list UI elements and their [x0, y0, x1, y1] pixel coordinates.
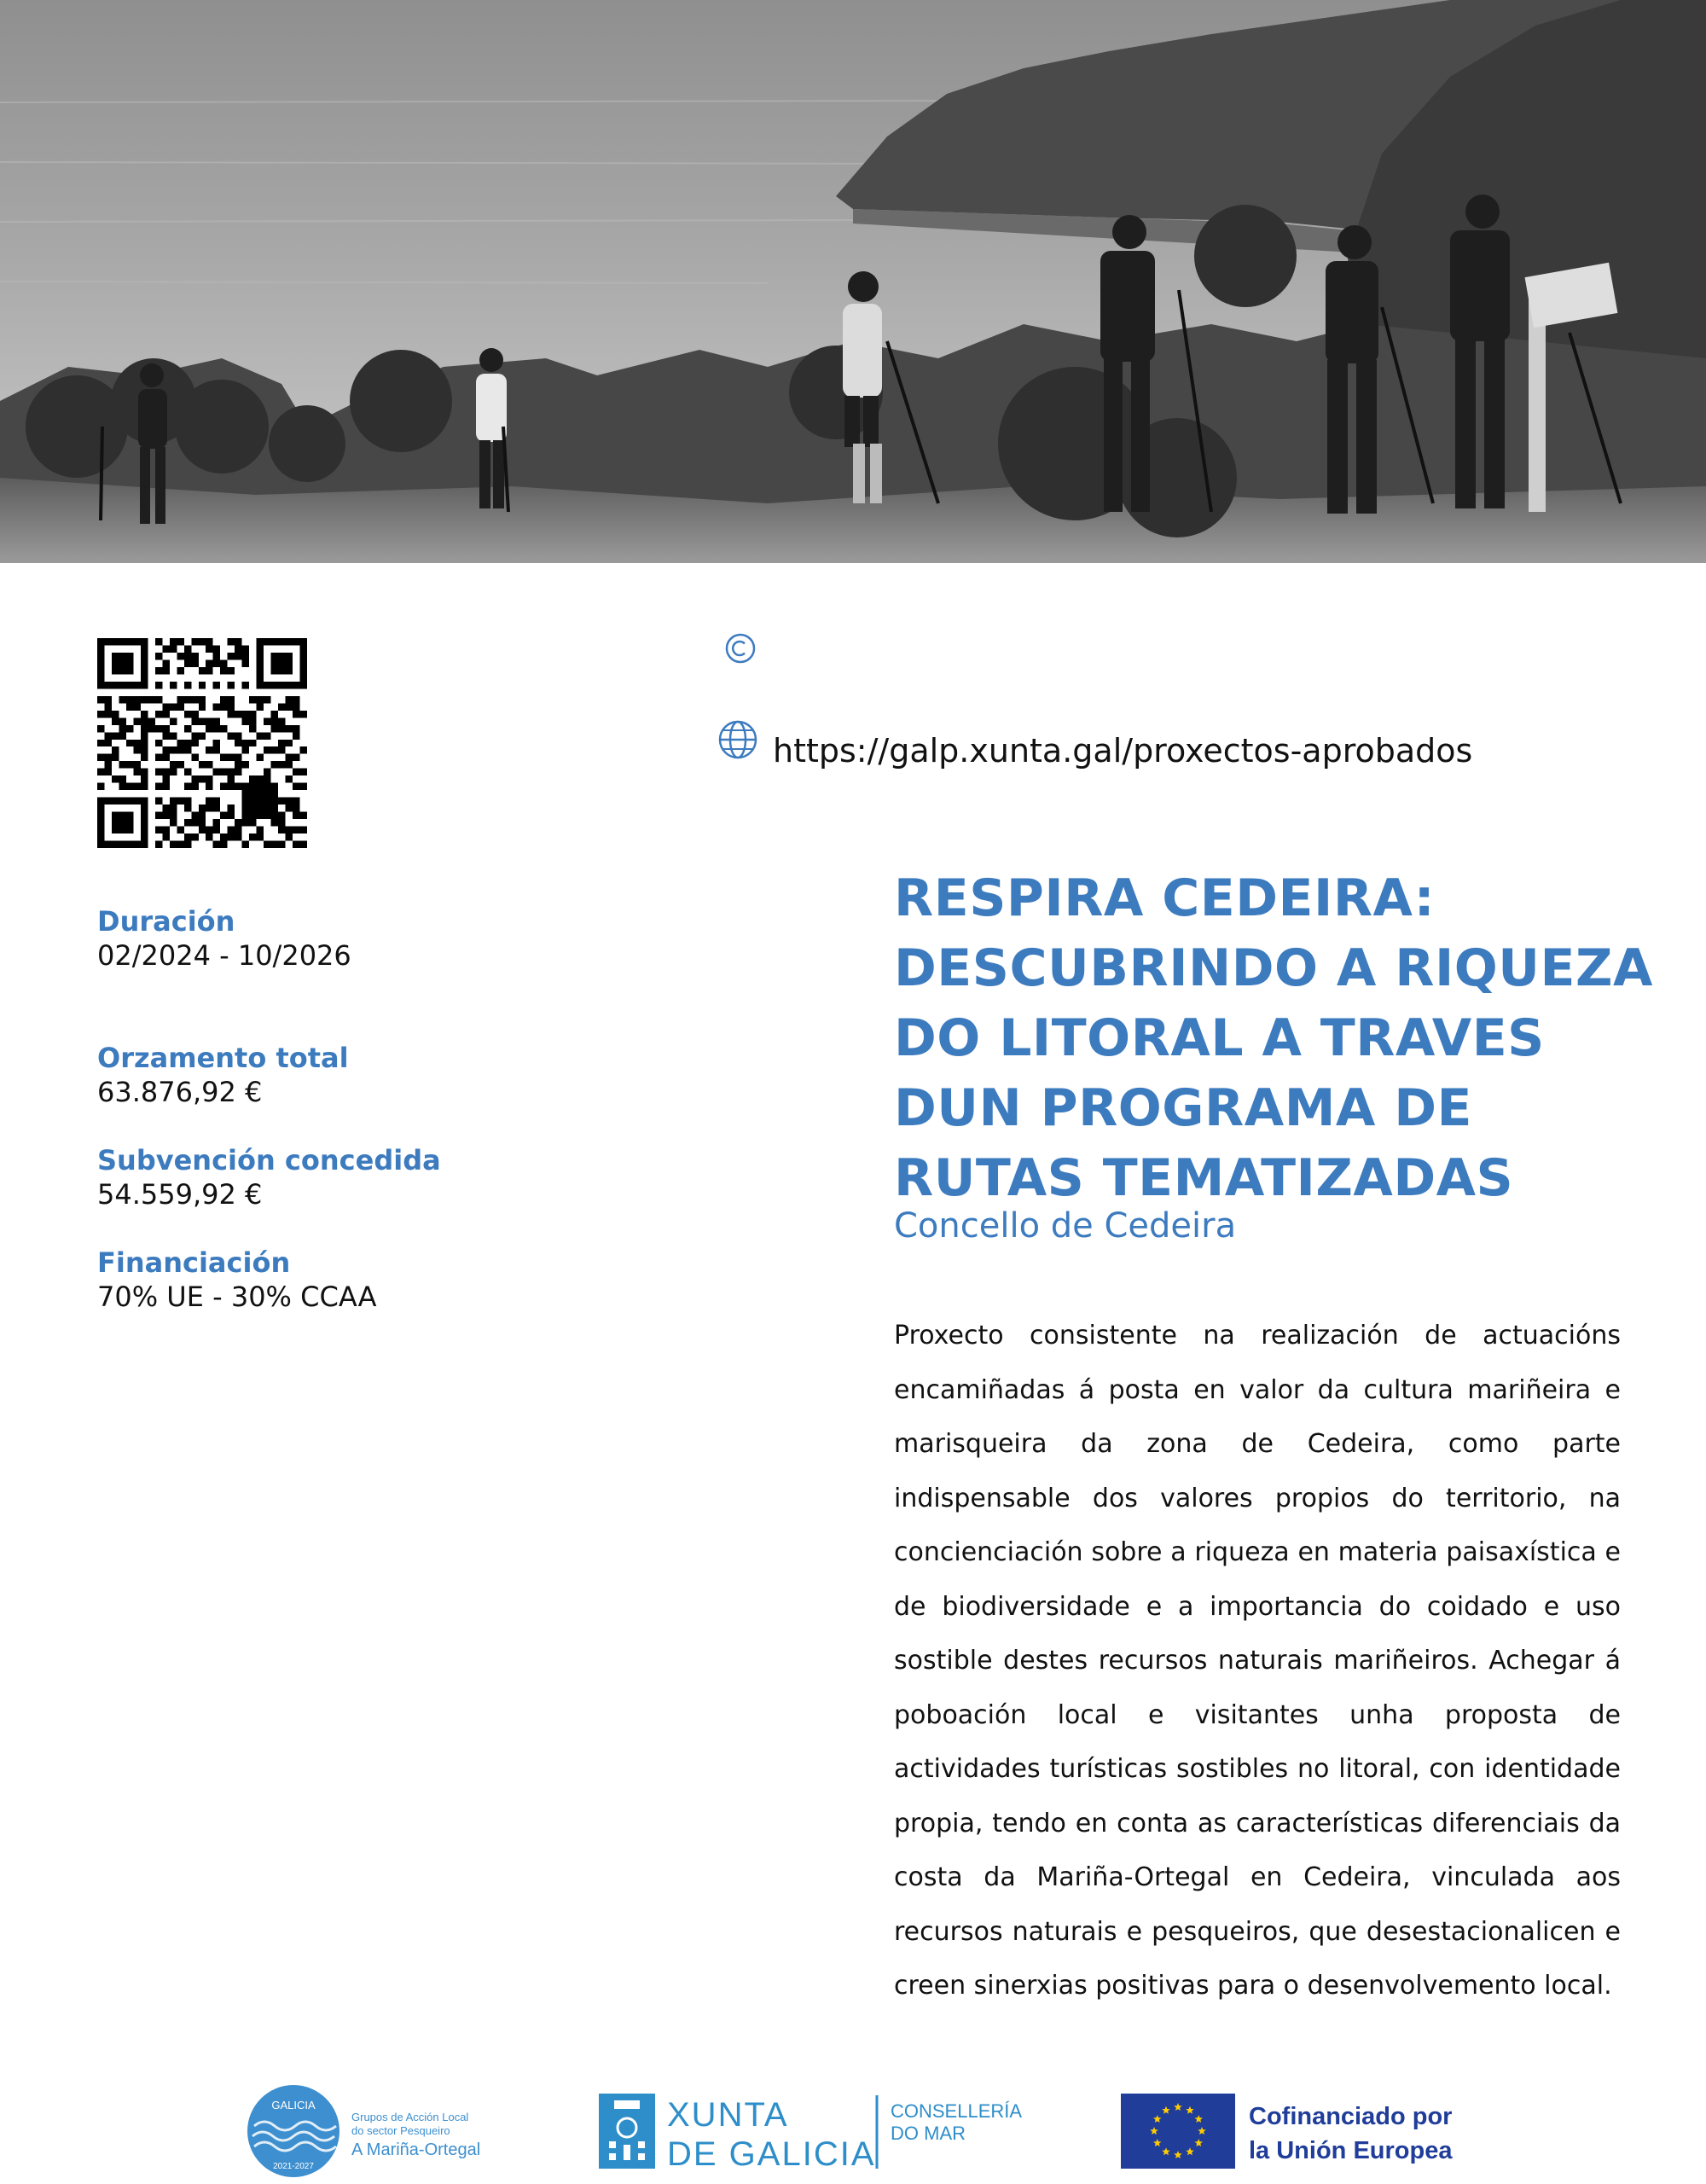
galp-seal-top: GALICIA — [271, 2099, 316, 2111]
budget-value: 63.876,92 € — [97, 1076, 263, 1108]
funding-value: 70% UE - 30% CCAA — [97, 1281, 377, 1313]
galp-logo — [246, 2083, 519, 2179]
project-title: RESPIRA CEDEIRA: DESCUBRINDO A RIQUEZA DO LITORAL A TRAVES DUN PROGRAMA DE RUTAS TEMATIZADAS — [894, 868, 1653, 1208]
duration-value: 02/2024 - 10/2026 — [97, 939, 351, 972]
eu-line2: la Unión Europea — [1249, 2137, 1453, 2164]
xunta-dept1: CONSELLERÍA — [891, 2100, 1023, 2122]
copyright-icon — [723, 631, 757, 665]
qr-code-icon[interactable] — [97, 638, 307, 848]
xunta-de-galicia-logo — [599, 2092, 1042, 2170]
xunta-line1: XUNTA — [667, 2096, 789, 2134]
xunta-line2: DE GALICIA — [667, 2135, 876, 2170]
budget-label: Orzamento total — [97, 1042, 349, 1074]
project-url-link[interactable]: https://galp.xunta.gal/proxectos-aprobados — [773, 732, 1473, 770]
galp-seal-years: 2021-2027 — [273, 2162, 314, 2171]
eu-cofinanced-logo — [1121, 2092, 1496, 2170]
grant-label: Subvención concedida — [97, 1144, 441, 1176]
duration-label: Duración — [97, 905, 235, 938]
hero-photo — [0, 0, 1706, 563]
funding-label: Financiación — [97, 1246, 291, 1279]
project-promoter: Concello de Cedeira — [894, 1206, 1237, 1246]
galp-line2: do sector Pesqueiro — [351, 2124, 450, 2137]
galp-line3: A Mariña-Ortegal — [351, 2140, 481, 2159]
globe-icon — [717, 718, 759, 761]
project-description: Proxecto consistente na realización de actuacións encamiñadas á posta en valor da cultura mariñeira e marisqueira da zona de Cedeira, como parte indispensable dos valores propios do territorio, na concienciación sobre a riqueza en materia paisaxística e de biodiversidade e a importancia do coidado e uso sostible destes recursos naturais mariñeiros. Achegar á poboación local e visitantes unha proposta de actividades turísticas sostibles no litoral, con identidade propia, tendo en conta as características diferenciais da costa da Mariña-Ortegal en Cedeira, vinculada aos recursos naturais e pesqueiros, que desestacionalicen e creen sinerxias positivas para o desenvolvemento local. — [894, 1321, 1621, 2001]
eu-line1: Cofinanciado por — [1249, 2103, 1453, 2130]
grant-value: 54.559,92 € — [97, 1178, 263, 1211]
galp-line1: Grupos de Acción Local — [351, 2111, 469, 2123]
xunta-dept2: DO MAR — [891, 2123, 966, 2144]
